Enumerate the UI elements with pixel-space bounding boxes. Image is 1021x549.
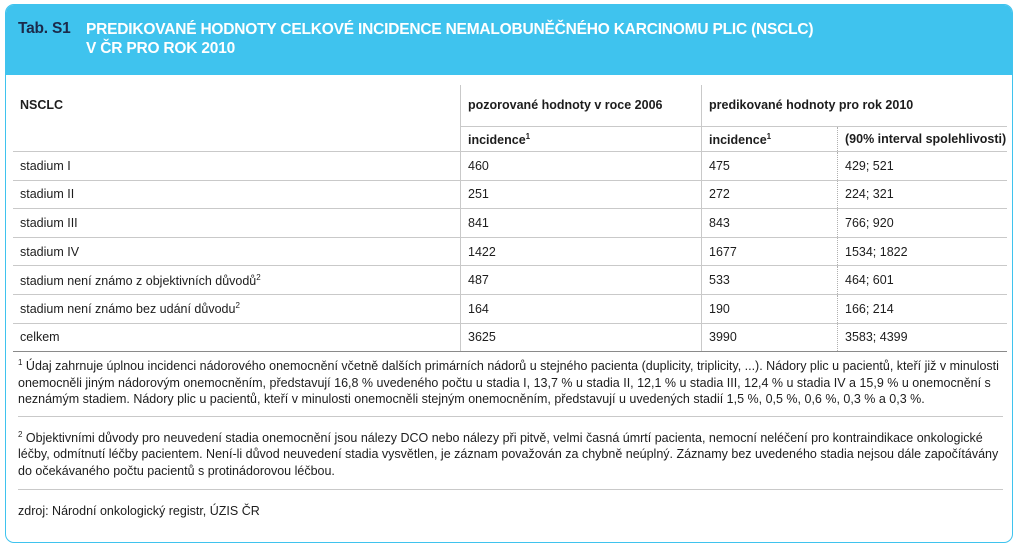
cell-observed: 487	[461, 266, 702, 295]
cell-predicted: 843	[702, 209, 838, 238]
row-label-text: celkem	[20, 330, 60, 345]
table-header-bar	[6, 5, 1012, 75]
cell-interval: 464; 601	[838, 266, 1008, 295]
cell-interval: 766; 920	[838, 209, 1008, 238]
row-label	[13, 152, 461, 181]
cell-observed: 1422	[461, 237, 702, 266]
cell-interval: 3583; 4399	[838, 323, 1008, 352]
cell-observed: 3625	[461, 323, 702, 352]
row-label	[13, 180, 461, 209]
footnote-marker: 2	[235, 301, 240, 311]
row-label-text: stadium III	[20, 215, 78, 230]
row-label	[13, 266, 461, 295]
row-label	[13, 209, 461, 238]
cell-predicted: 272	[702, 180, 838, 209]
cell-predicted: 1677	[702, 237, 838, 266]
table-row	[13, 180, 1007, 209]
footnote-2	[18, 417, 1003, 491]
row-label-text: stadium není známo z objektivních důvodů	[20, 273, 257, 288]
subheader-observed-incidence-label: incidence	[468, 132, 526, 147]
footnotes	[18, 349, 1003, 526]
col-header-blank	[13, 127, 461, 152]
table-title-line-2: V ČR PRO ROK 2010	[86, 40, 236, 57]
subheader-interval: (90% interval spolehlivosti)	[838, 127, 1008, 152]
table-row	[13, 237, 1007, 266]
row-label	[13, 323, 461, 352]
subheader-predicted-incidence	[702, 127, 838, 152]
cell-predicted: 3990	[702, 323, 838, 352]
table-row-total	[13, 323, 1007, 352]
footnote-marker: 2	[256, 272, 261, 282]
footnote-1-text: Údaj zahrnuje úplnou incidenci nádorového onemocnění včetně dalších primárních nádorů u stejného pacienta (duplicity, triplicity, ...). Nádory plic u pacientů, kteří již v minulosti onemocněli jiným nádorovým onemocněním, představují 16,8 % uvedeného počtu u stadia I, 13,7 % u stadia II, 12,1 % u stadia III, 12,4 % u stadia IV a 15,9 % u onemocnění s neznámým stadiem. Nádory plic u pacientů, kteří v minulosti onemocněli stejným onemocněním, představují u uvedených stadií 1,5 %, 0,5 %, 0,6 %, 0,3 % a 0,3 %.	[18, 359, 999, 406]
footnote-1-marker: 1	[18, 358, 23, 367]
row-label-text: stadium IV	[20, 244, 80, 259]
cell-interval: 224; 321	[838, 180, 1008, 209]
cell-predicted: 190	[702, 294, 838, 323]
cell-observed: 841	[461, 209, 702, 238]
table-card	[5, 4, 1013, 543]
table-row	[13, 294, 1007, 323]
footnote-1	[18, 349, 1003, 417]
row-label-text: stadium není známo bez udání důvodu	[20, 302, 236, 317]
table-title-line-1: PREDIKOVANÉ HODNOTY CELKOVÉ INCIDENCE NEMALOBUNĚČNÉHO KARCINOMU PLIC (NSCLC)	[86, 21, 814, 38]
col-header-predicted: predikované hodnoty pro rok 2010	[702, 85, 1008, 127]
col-header-observed: pozorované hodnoty v roce 2006	[461, 85, 702, 127]
footnote-marker: 1	[525, 131, 531, 141]
row-label-text: stadium I	[20, 158, 71, 173]
table-label: Tab. S1	[18, 20, 71, 37]
cell-observed: 251	[461, 180, 702, 209]
table-row	[13, 209, 1007, 238]
footnote-2-text: Objektivními důvody pro neuvedení stadia onemocnění jsou nálezy DCO nebo nálezy při pitvě, velmi časná úmrtí pacienta, nemocní neléčení pro kontraindikace onkologické léčby, odmítnutí léčby pacientem. Není-li důvod neuvedení stadia vysvětlen, je záznam považován za chybně neúplný. Záznamy bez uvedeného stadia nejsou dále započítávány do očekávaného počtu pacientů s protinádorovou léčbou.	[18, 430, 999, 478]
cell-observed: 460	[461, 152, 702, 181]
row-label	[13, 294, 461, 323]
cell-observed: 164	[461, 294, 702, 323]
footnote-marker: 1	[766, 131, 772, 141]
row-label-text: stadium II	[20, 187, 75, 202]
cell-interval: 166; 214	[838, 294, 1008, 323]
subheader-predicted-incidence-label: incidence	[709, 132, 767, 147]
cell-predicted: 475	[702, 152, 838, 181]
subheader-observed-incidence	[461, 127, 702, 152]
col-header-nsclc: NSCLC	[20, 98, 64, 112]
cell-interval: 429; 521	[838, 152, 1008, 181]
table-title	[86, 20, 986, 58]
table-row	[13, 152, 1007, 181]
cell-interval: 1534; 1822	[838, 237, 1008, 266]
row-label	[13, 237, 461, 266]
source-note: zdroj: Národní onkologický registr, ÚZIS ČR	[18, 504, 260, 518]
table-body	[13, 152, 1007, 352]
cell-predicted: 533	[702, 266, 838, 295]
table-row	[13, 266, 1007, 295]
footnote-2-marker: 2	[18, 429, 23, 439]
incidence-table	[13, 85, 1007, 352]
